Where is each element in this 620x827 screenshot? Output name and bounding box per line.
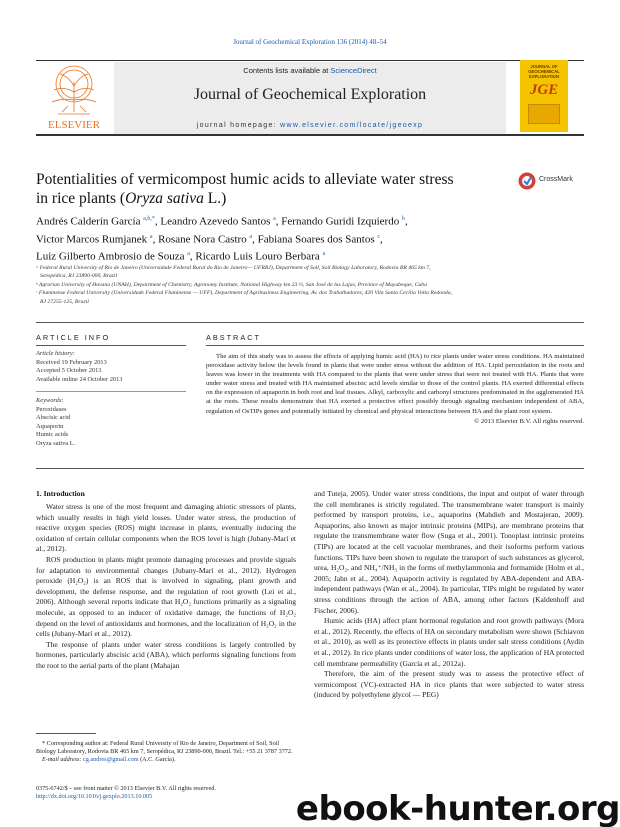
affiliation-marker[interactable]: a (273, 216, 276, 222)
keywords-label: Keywords: (36, 397, 64, 404)
journal-cover-image (520, 60, 568, 132)
contents-line (114, 66, 506, 75)
corresponding-author: * Corresponding author at: Federal Rural University of Rio de Janeiro, Department of Soil, Soil Biology Laboratory, Rodovia BR 465 km 7, Seropédica, RJ 23890-000, Brazil. Tel.: +55 21 3787 3772. (36, 740, 293, 756)
keyword: Abscisic acid (36, 414, 71, 421)
affiliation-marker[interactable]: b (401, 216, 405, 222)
body-column-left (36, 502, 296, 672)
issn-line: 0375-6742/$ – see front matter © 2013 Elsevier B.V. All rights reserved. (36, 785, 216, 792)
title-line-1: Potentialities of vermicompost humic acids to alleviate water stress (36, 171, 454, 188)
journal-title: Journal of Geochemical Exploration (193, 86, 427, 103)
author-name[interactable]: , Fernando Guridi Izquierdo (275, 215, 402, 228)
article-info-heading: ARTICLE INFO (36, 333, 111, 342)
affiliation-marker[interactable]: a,b,* (143, 216, 155, 222)
affiliation-marker[interactable]: a (149, 233, 153, 240)
title-prefix: in rice plants ( (36, 190, 126, 207)
divider (36, 391, 186, 392)
author-sep: , (380, 233, 383, 246)
affiliation-a: ᵃ Federal Rural University of Rio de Janeiro (Universidade Federal Rural do Rio de Janeiro— UFRRJ), Department of Soil, Soil Biology Laboratory, Rodovia BR 465 km 7, (36, 265, 431, 271)
author-line-2 (36, 230, 586, 248)
title-suffix: L.) (203, 190, 227, 207)
footnote-rule (36, 733, 96, 734)
keyword: Oryza sativa L. (36, 439, 76, 447)
author-sep: , (404, 215, 408, 228)
history-received: Received 19 February 2013 (36, 358, 107, 366)
publisher-label: ELSEVIER (48, 119, 100, 131)
journal-homepage (114, 122, 506, 129)
email-link[interactable]: cg.andres@gmail.com (83, 756, 139, 764)
affiliation-marker[interactable]: a (322, 251, 326, 258)
crossmark-label: CrossMark (539, 176, 573, 183)
cover-graphic (528, 104, 560, 124)
email-label: E-mail address: (42, 756, 84, 764)
paragraph: Therefore, the aim of the present study was to assess the protective effect of vermicompost (VC)-extracted HA in rice plants that were subjected to water stress (induced by polyethylene glycol — PEG) (314, 669, 584, 700)
affiliation-marker[interactable]: a (187, 251, 190, 258)
title-species: Oryza sativa (125, 190, 204, 207)
history-accepted: Accepted 5 October 2013 (36, 367, 102, 374)
author-line-3 (36, 247, 586, 265)
divider (206, 345, 584, 346)
divider (36, 345, 186, 346)
body-column-right (314, 489, 584, 701)
paragraph: Water stress is one of the most frequent and damaging abiotic stressors of plants, which usually results in high yield losses. Under water stress, the production of reactive oxygen species (ROS) might increase in plants, eventually inducing the oxidation of certain cellular components when the ROS level is high (Jubany-Marí et al., 2012). (36, 502, 296, 554)
article-title (36, 170, 496, 208)
author-name[interactable]: , Ricardo Luis Louro Berbara (189, 250, 323, 263)
author-name[interactable]: , Rosane Nora Castro (152, 233, 250, 246)
crossmark-icon (518, 172, 536, 190)
author-name[interactable]: Luiz Gilberto Ambrosio de Souza (36, 250, 188, 263)
keyword: Peroxidases (36, 405, 67, 413)
contents-prefix: Contents lists available at (243, 66, 331, 75)
title-line-2 (36, 189, 496, 208)
history-label: Article history: (36, 350, 75, 357)
email-suffix: (A.C. García). (138, 756, 176, 764)
abstract-text: The aim of this study was to assess the effects of applying humic acid (HA) to rice plants under water stress conditions. HA maintained peroxidase activity below the levels found in plants that were under stress without the addition of HA. Lipid peroxidation in the roots and leaves was lower in the treatments with HA compared to the plants that were under stress that were not treated with HA. Plants that were under water stress and treated with HA maintained abscisic acid levels similar to those of the control plants. HA exerted differential effects on the expression of aquaporin in both root and leaf tissues. Alkyl, carboxylic and carbonyl structures predominated in the agglomerated HA at the roots. These results demonstrate that HA exerted a protective effect possibly through signaling mechanism independent of ABA, regulation of OsTIPs genes and potentially initiated by chemical and physical interactions between HA and the plant root system. (206, 353, 584, 415)
affiliation-marker[interactable]: a (249, 233, 253, 240)
abstract (206, 352, 584, 426)
author-name[interactable]: , Fabiana Soares dos Santos (252, 233, 378, 246)
affiliation-c: ᶜ Fluminense Federal University (Universidade Federal Fluminense — UFF), Department of Agribusiness Engineering, Av. dos Trabalhadores, 420 Vila Santa Cecília Volta Redonda, (36, 290, 452, 297)
author-name[interactable]: Victor Marcos Rumjanek (36, 233, 150, 246)
author-name[interactable]: , Leandro Azevedo Santos (154, 215, 274, 228)
paragraph: and Tuteja, 2005). Under water stress conditions, the input and output of water through the cell membranes is strictly regulated. The transmembrane water transport is mainly performed by transport proteins, i.e., aquaporins (Mahdieh and Mostajeran, 2009). Aquaporins, also known as major intrinsic proteins (MIPs), are membrane proteins that regulate the transmembrane water flow (Suga et al., 2001). Tonoplast intrinsic proteins (TIPs) are located at the cell vacuolar membranes, and their isoforms perform various functions. TIPs have been shown to regulate the transport of such substances as glycerol, urea, H₂O₂, and NH₄⁺/NH₃ in the forms of methylammonia and formamide (Holm et al., 2005; Jahn et al., 2004). Aquaporin activity is regulated by ABA-dependent and ABA-independent pathways (Wan et al., 2004). In particular, TIPs might be regulated by water stress conditions through the action of ABA, among other factors (Kaldenhoff and Fischer, 2006). (314, 489, 584, 615)
journal-citation[interactable]: Journal of Geochemical Exploration 136 (2014) 48–54 (233, 38, 387, 46)
author-name[interactable]: Andrés Calderín García (36, 215, 144, 228)
cover-title: JOURNAL OF GEOCHEMICAL EXPLORATION (528, 64, 560, 79)
paragraph: The response of plants under water stress conditions is largely controlled by hormones, particularly abscisic acid (ABA), which performs signaling functions from the root to the aerial parts of the plant (Mahajan (36, 639, 296, 670)
paragraph: ROS production in plants might promote damaging processes and provide signals for adaptation to environmental changes (Jubany-Marí et al., 2012). Hydrogen peroxide (H₂O₂) is an ROS that is involved in signaling, plant growth and development, the defense response, and the regulation of root growth (Lei et al., 2006). Although several reports indicate that H₂O₂ functions primarily as a signaling molecule, as opposed to an inducer of oxidative damage, the functions of H₂O₂ depend on the level of antioxidants and hormones, and the localization of H₂O₂ in the cells (Jubany-Marí et al., 2012). (36, 554, 296, 639)
abstract-heading: ABSTRACT (206, 333, 261, 342)
affiliation-a-cont: Seropédica, RJ 23890-000, Brazil (40, 273, 118, 280)
homepage-link[interactable]: www.elsevier.com/locate/jgeoexp (280, 122, 424, 129)
elsevier-logo (38, 62, 110, 134)
history-online: Available online 24 October 2013 (36, 375, 123, 383)
article-info (36, 350, 186, 448)
cover-abbrev: JGE (529, 82, 559, 98)
abstract-copyright: © 2013 Elsevier B.V. All rights reserved. (474, 417, 584, 425)
footnote (36, 740, 296, 764)
author-line-1 (36, 212, 586, 230)
affiliation-c-cont: RJ 27255-125, Brazil (40, 298, 89, 305)
divider (36, 468, 584, 469)
divider (36, 322, 584, 323)
affiliation-b: ᵇ Agrarian University of Havana (UNAH), Department of Chemistry, Agronomy Institute, National Highway km 23 ½, San José de las Lajas, Province of Mayabeque, Cuba (36, 281, 427, 288)
sciencedirect-link[interactable]: ScienceDirect (330, 66, 377, 75)
crossmark-button[interactable] (518, 172, 588, 190)
keyword: Aquaporin (36, 422, 64, 430)
homepage-prefix: journal homepage: (196, 122, 281, 129)
watermark: ebook-hunter.org (295, 789, 620, 827)
section-heading: 1. Introduction (36, 489, 85, 498)
doi-link[interactable]: http://dx.doi.org/10.1016/j.gexplo.2013.10.005 (36, 793, 153, 801)
affiliations (36, 264, 586, 306)
affiliation-marker[interactable]: c (377, 233, 381, 240)
paragraph: Humic acids (HA) affect plant hormonal regulation and root growth pathways (Mora et al., 2012). Recently, the effects of HA on secondary metabolism were shown (Schiavon et al., 2010), as well as its protective effects in plants under salt stress conditions (Aydin et al., 2012). In rice plants under conditions of water loss, the application of HA protected cell membrane permeability (García et al., 2012a). (314, 616, 584, 668)
author-list (36, 212, 586, 265)
keyword: Humic acids (36, 431, 69, 438)
